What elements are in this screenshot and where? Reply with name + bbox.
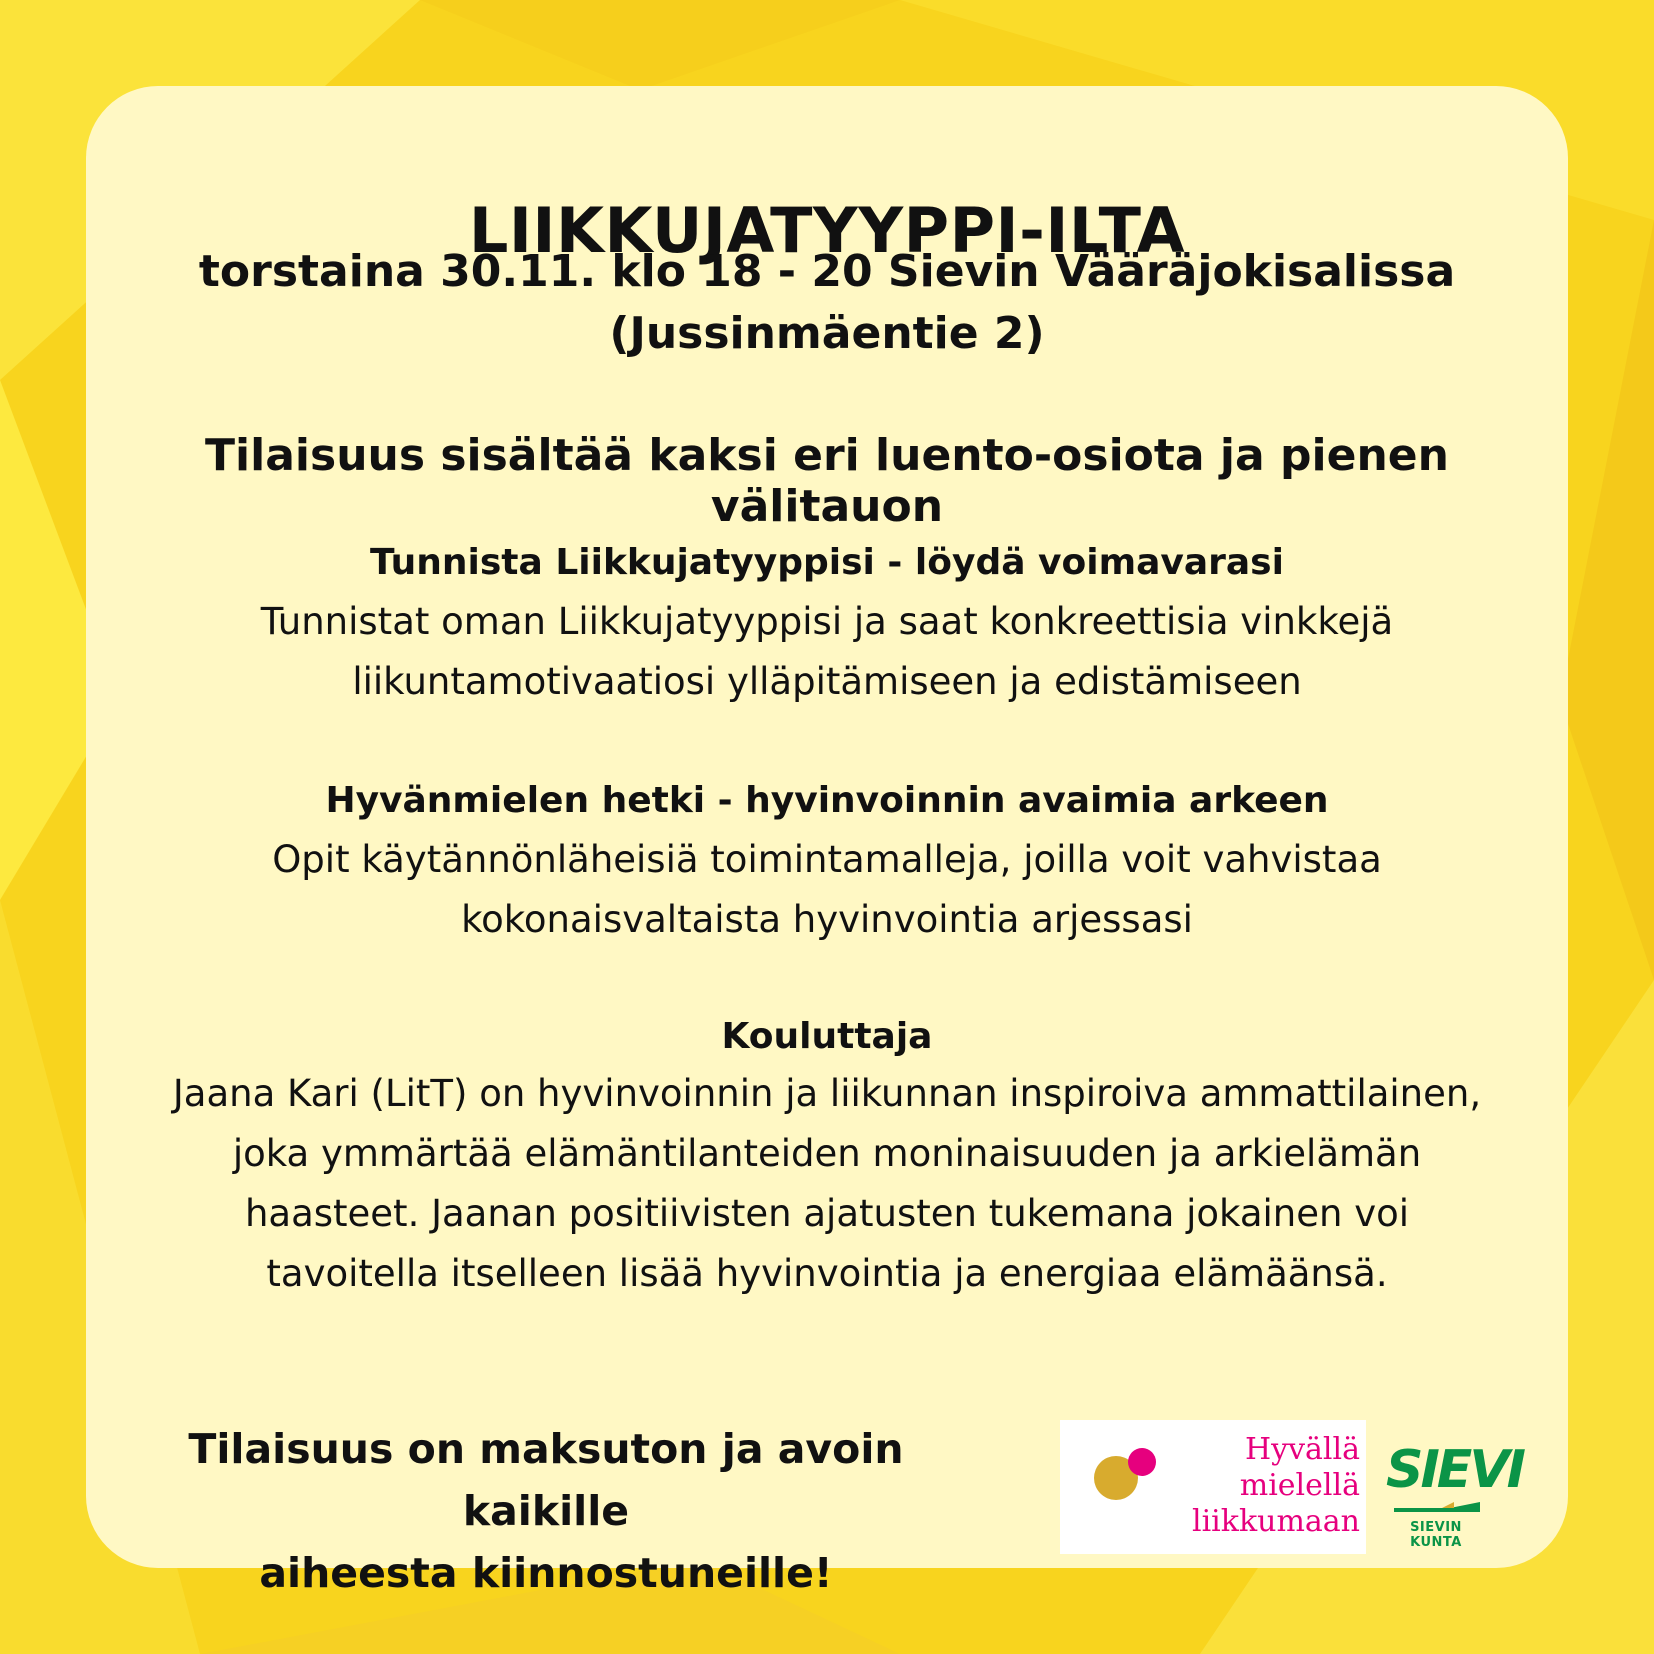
- section-heading-kouluttaja: Kouluttaja: [721, 1016, 933, 1057]
- section-text-liikkujatyyppi-2: liikuntamotivaatiosi ylläpitämiseen ja edistämiseen: [352, 660, 1302, 703]
- section-text-hyvanmielen-2: kokonaisvaltaista hyvinvointia arjessasi: [461, 898, 1193, 941]
- sievi-logo-word: SIEVI: [1386, 1440, 1523, 1500]
- hyvalla-mielella-logo: [1060, 1420, 1366, 1554]
- section-heading-hyvanmielen: Hyvänmielen hetki - hyvinvoinnin avaimia arkeen: [325, 780, 1329, 821]
- section-text-kouluttaja-2: joka ymmärtää elämäntilanteiden moninaisuuden ja arkielämän: [232, 1132, 1422, 1175]
- section-text-hyvanmielen-1: Opit käytännönläheisiä toimintamalleja, joilla voit vahvistaa: [272, 838, 1382, 881]
- event-intro: Tilaisuus sisältää kaksi eri luento-osiota ja pienen välitauon: [205, 430, 1449, 532]
- sievi-kunta-logo: [1386, 1440, 1523, 1550]
- section-text-kouluttaja-4: tavoitella itselleen lisää hyvinvointia ja energiaa elämäänsä.: [266, 1252, 1388, 1295]
- event-time-location: torstaina 30.11. klo 18 - 20 Sievin Vääräjokisalissa: [198, 246, 1456, 297]
- logo-dots-icon: [1090, 1444, 1162, 1504]
- footer-line-2: aiheesta kiinnostuneille!: [259, 1549, 833, 1597]
- footer-line-1: Tilaisuus on maksuton ja avoin kaikille: [188, 1425, 904, 1535]
- event-address: (Jussinmäentie 2): [609, 308, 1045, 359]
- event-title: LIIKKUJATYYPPI-ILTA: [468, 194, 1186, 267]
- section-heading-liikkujatyyppi: Tunnista Liikkujatyyppisi - löydä voimavarasi: [370, 542, 1284, 583]
- section-text-kouluttaja-3: haasteet. Jaanan positiivisten ajatusten tukemana jokainen voi: [244, 1192, 1410, 1235]
- sievi-logo-subtitle: SIEVIN KUNTA: [1410, 1520, 1462, 1550]
- content-card: [86, 86, 1568, 1568]
- footer-message: [116, 1418, 976, 1604]
- hyvalla-logo-text: [1160, 1432, 1360, 1540]
- logo-line-3: liikkumaan: [1191, 1504, 1360, 1539]
- section-text-liikkujatyyppi-1: Tunnistat oman Liikkujatyyppisi ja saat konkreettisia vinkkejä: [260, 600, 1394, 643]
- sievi-underline-icon: [1394, 1502, 1480, 1516]
- logo-line-2: mielellä: [1239, 1468, 1360, 1503]
- section-text-kouluttaja-1: Jaana Kari (LitT) on hyvinvoinnin ja liikunnan inspiroiva ammattilainen,: [172, 1072, 1482, 1115]
- logo-line-1: Hyvällä: [1244, 1432, 1360, 1467]
